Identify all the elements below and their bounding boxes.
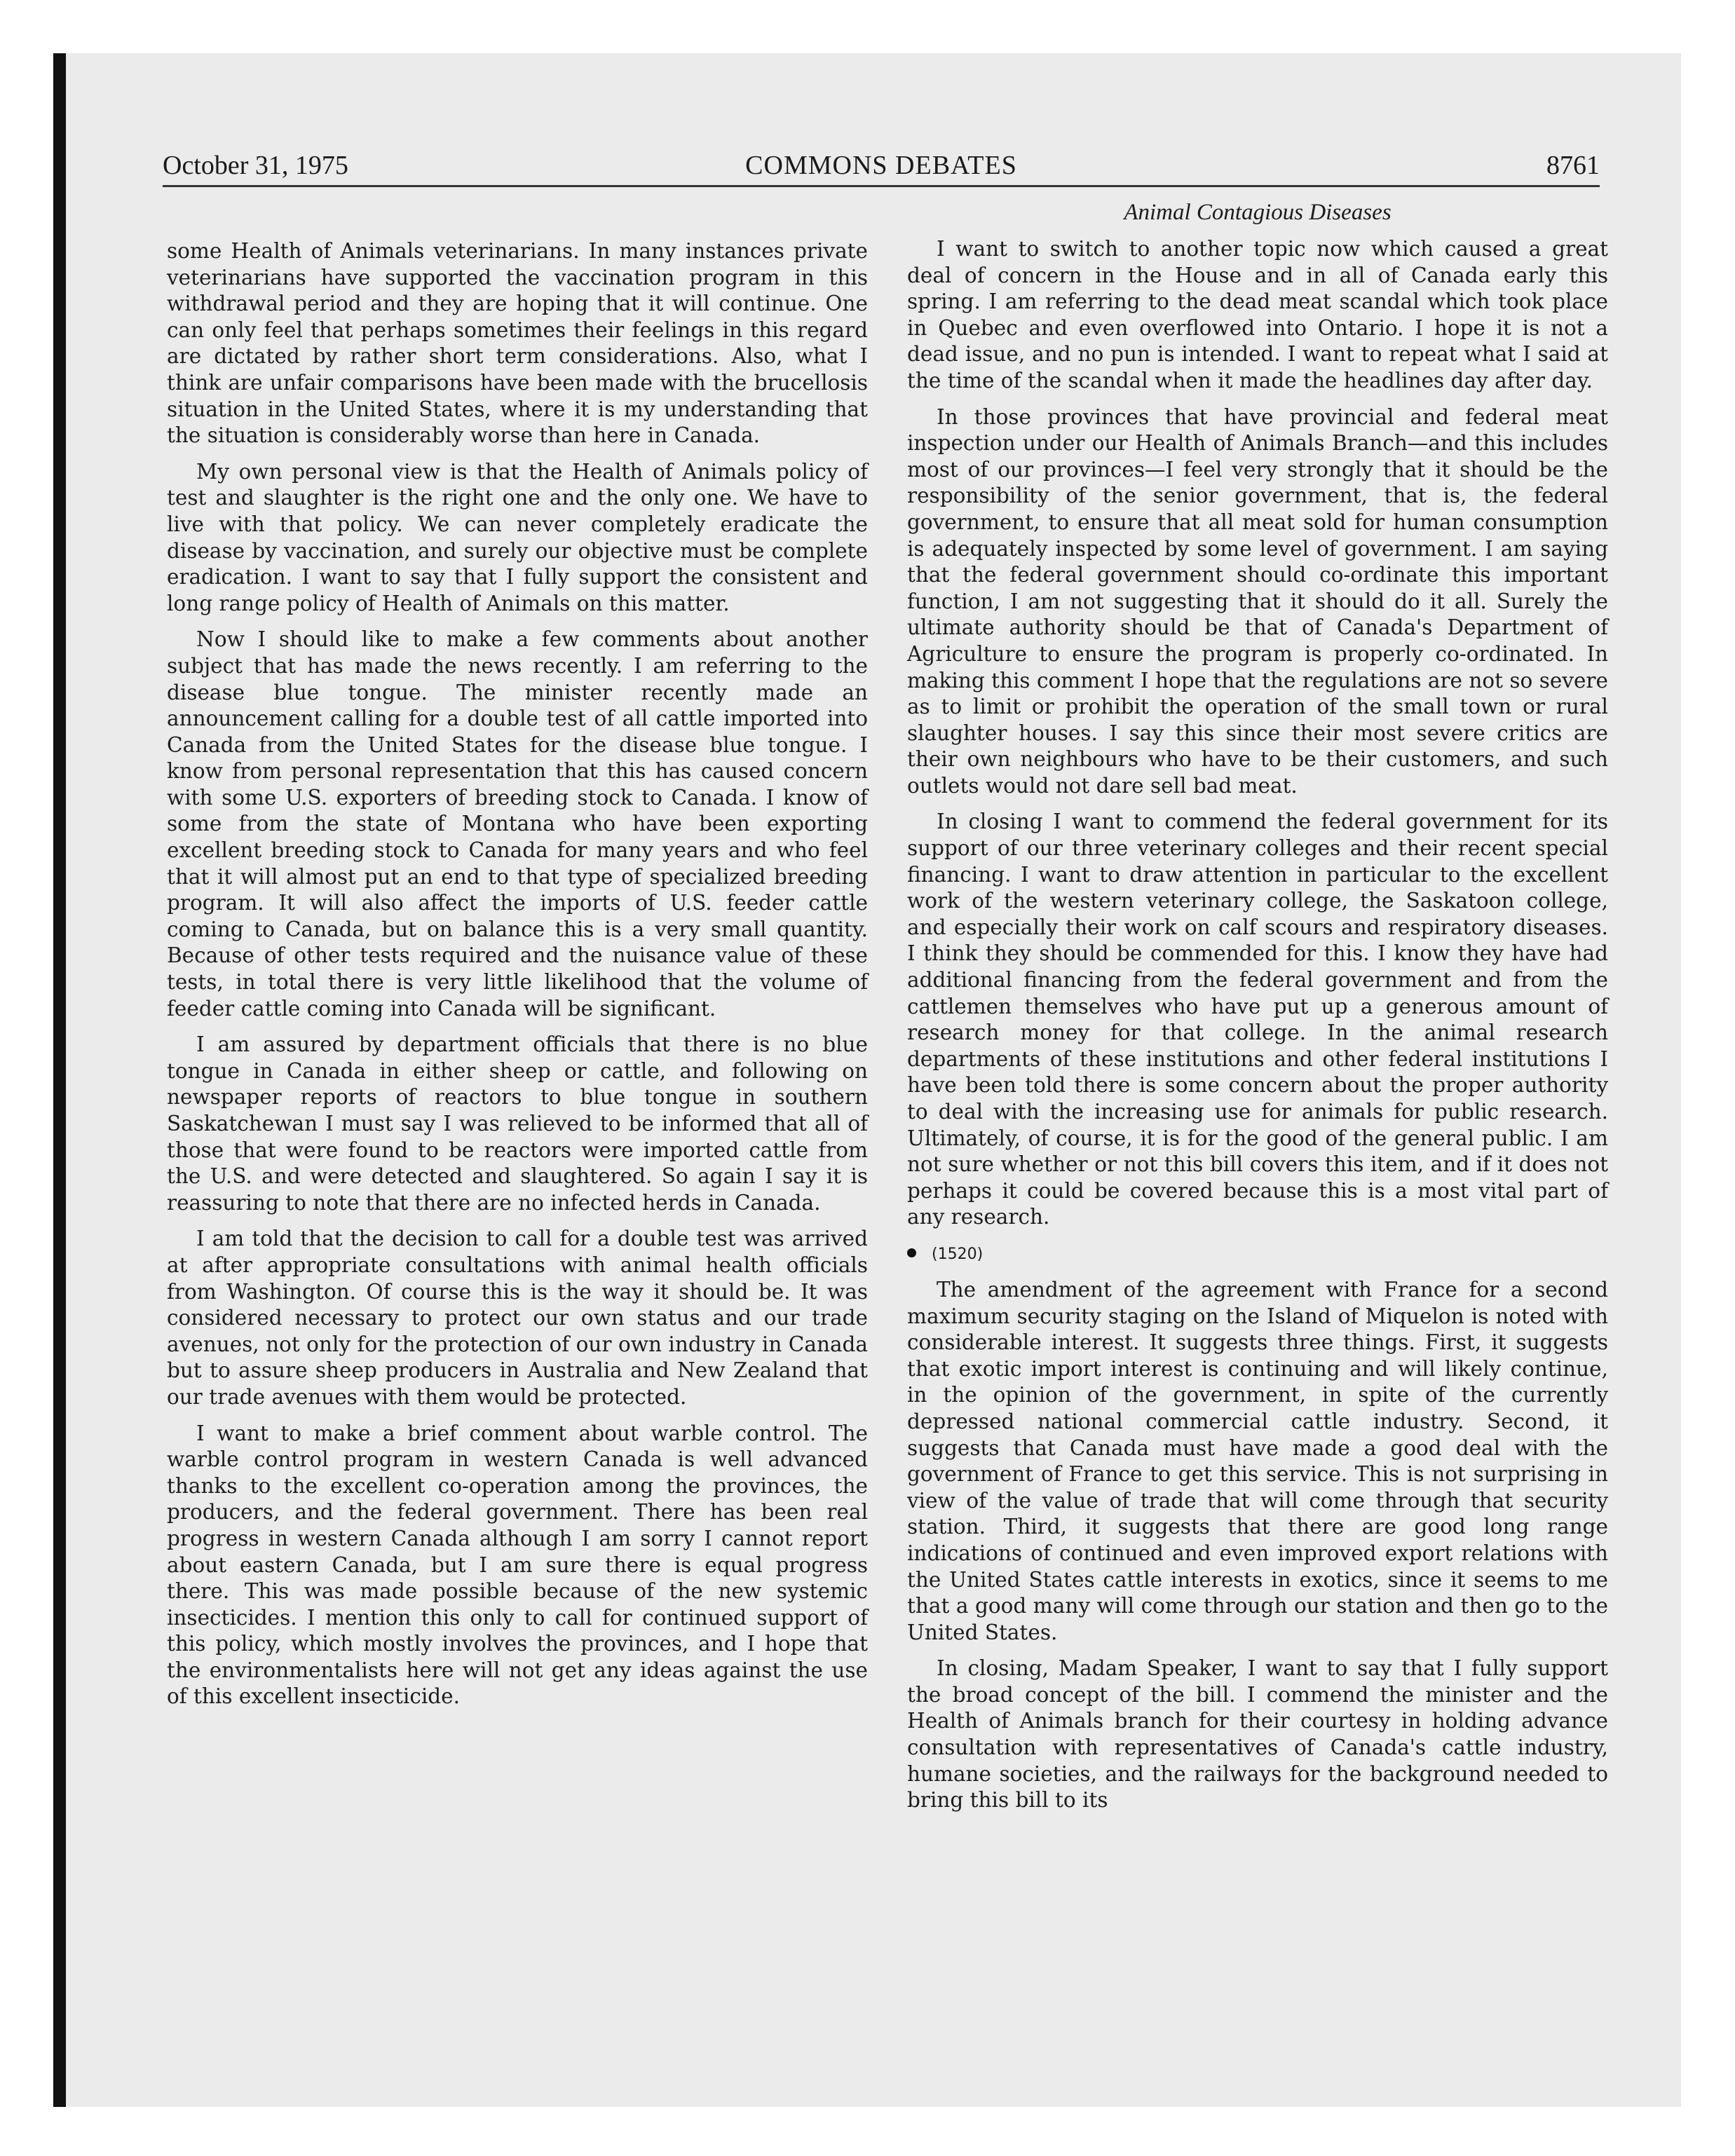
paragraph: In those provinces that have provincial and federal meat inspection under our Health of Animals Branch—and this includes most of our provinces—I feel very strongly that it should be the responsibility of the senior government, that is, the federal government, to ensure that all meat sold for human consumption is adequately inspected by some level of government. I am saying that the federal government should co-ordinate this important function, I am not suggesting that it should do it all. Surely the ultimate authority should be that of Canada's Department of Agriculture to ensure the program is properly co-ordinated. In making this comment I hope that the regulations are not so severe as to limit or prohibit the operation of the small town or rural slaughter houses. I say this since their most severe critics are their own neighbours who have to be their customers, and such outlets would not dare sell bad meat. [907, 404, 1608, 798]
time-marker [907, 1241, 1608, 1269]
left-column [167, 238, 868, 1720]
bullet-icon [907, 1248, 916, 1257]
paragraph: I want to make a brief comment about warble control. The warble control program in western Canada is well advanced thanks to the excellent co-operation among the provinces, the producers, and the federal government. There has been real progress in western Canada although I am sorry I cannot report about eastern Canada, but I am sure there is equal progress there. This was made possible because of the new systemic insecticides. I mention this only to call for continued support of this policy, which mostly involves the provinces, and I hope that the environmentalists here will not get any ideas against the use of this excellent insecticide. [167, 1421, 868, 1709]
paragraph: I am told that the decision to call for a double test was arrived at after appropriate consultations with animal health officials from Washington. Of course this is the way it should be. It was considered necessary to protect our own status and our trade avenues, not only for the protection of our own industry in Canada but to assure sheep producers in Australia and New Zealand that our trade avenues with them would be protected. [167, 1227, 868, 1409]
scan-binding-edge [53, 53, 66, 2107]
paragraph: I am assured by department officials that there is no blue tongue in Canada in either sheep or cattle, and following on newspaper reports of reactors to blue tongue in southern Saskatchewan I must say I was relieved to be informed that all of those that were found to be reactors were imported cattle from the U.S. and were detected and slaughtered. So again I say it is reassuring to note that there are no infected herds in Canada. [167, 1032, 868, 1215]
paragraph: Now I should like to make a few comments about another subject that has made the news recently. I am referring to the disease blue tongue. The minister recently made an announcement calling for a double test of all cattle imported into Canada from the United States for the disease blue tongue. I know from personal representation that this has caused concern with some U.S. exporters of breeding stock to Canada. I know of some from the state of Montana who have been exporting excellent breeding stock to Canada for many years and who feel that it will almost put an end to that type of specialized breeding program. It will also affect the imports of U.S. feeder cattle coming to Canada, but on balance this is a very small quantity. Because of other tests required and the nuisance value of these tests, in total there is very little likelihood that the volume of feeder cattle coming into Canada will be significant. [167, 627, 868, 1021]
header-page-number: 8761 [1546, 151, 1600, 180]
header-title: COMMONS DEBATES [745, 151, 1017, 180]
page-header [163, 140, 1600, 187]
paragraph: In closing, Madam Speaker, I want to say that I fully support the broad concept of the bill. I commend the minister and the Health of Animals branch for their courtesy in holding advance consultation with representatives of Canada's cattle industry, humane societies, and the railways for the background needed to bring this bill to its [907, 1656, 1608, 1813]
paragraph: The amendment of the agreement with France for a second maximum security staging on the Island of Miquelon is noted with considerable interest. It suggests three things. First, it suggests that exotic import interest is continuing and will likely continue, in the opinion of the government, in spite of the currently depressed national commercial cattle industry. Second, it suggests that Canada must have made a good deal with the government of France to get this service. This is not surprising in view of the value of trade that will come through that security station. Third, it suggests that there are good long range indications of continued and even improved export relations with the United States cattle interests in exotics, since it seems to me that a good many will come through our station and then go to the United States. [907, 1277, 1608, 1644]
paragraph: In closing I want to commend the federal government for its support of our three veterinary colleges and their recent special financing. I want to draw attention in particular to the excellent work of the western veterinary college, the Saskatoon college, and especially their work on calf scours and respiratory diseases. I think they should be commended for this. I know they have had additional financing from the federal government and from the cattlemen themselves who have put up a generous amount of research money for that college. In the animal research departments of these institutions and other federal institutions I have been told there is some concern about the proper authority to deal with the increasing use for animals for public research. Ultimately, of course, it is for the good of the general public. I am not sure whether or not this bill covers this item, and if it does not perhaps it could be covered because this is a most vital part of any research. [907, 810, 1608, 1229]
paragraph: some Health of Animals veterinarians. In many instances private veterinarians have supported the vaccination program in this withdrawal period and they are hoping that it will continue. One can only feel that perhaps sometimes their feelings in this regard are dictated by rather short term considerations. Also, what I think are unfair comparisons have been made with the brucellosis situation in the United States, where it is my understanding that the situation is considerably worse than here in Canada. [167, 239, 868, 448]
paragraph: My own personal view is that the Health of Animals policy of test and slaughter is the right one and the only one. We have to live with that policy. We can never completely eradicate the disease by vaccination, and surely our objective must be complete eradication. I want to say that I fully support the consistent and long range policy of Health of Animals on this matter. [167, 459, 868, 615]
time-marker-label: (1520) [932, 1245, 984, 1263]
section-heading: Animal Contagious Diseases [1124, 200, 1392, 225]
paragraph: I want to switch to another topic now which caused a great deal of concern in the House and in all of Canada early this spring. I am referring to the dead meat scandal which took place in Quebec and even overflowed into Ontario. I hope it is not a dead issue, and no pun is intended. I want to repeat what I said at the time of the scandal when it made the headlines day after day. [907, 237, 1608, 393]
right-column [907, 198, 1608, 1824]
header-date: October 31, 1975 [163, 151, 348, 180]
